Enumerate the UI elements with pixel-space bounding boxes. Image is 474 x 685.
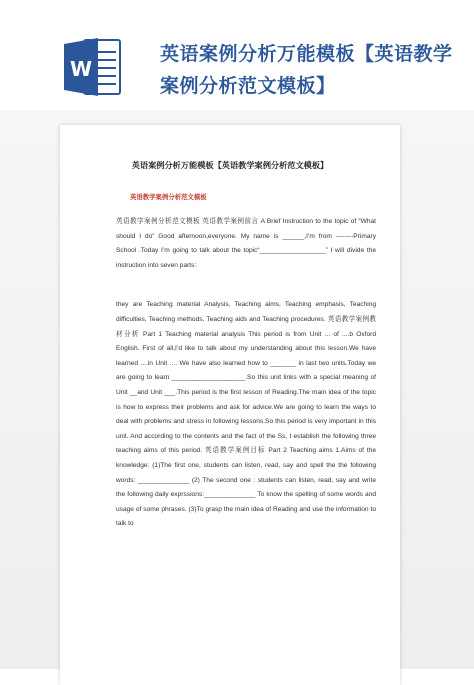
document-title: 英语案例分析万能模板【英语教学案例分析范文模板】 [131, 160, 329, 170]
document-subtitle: 英语教学案例分析范文模板 [130, 193, 207, 201]
header-banner [0, 0, 474, 125]
body-paragraph-2: they are Teaching material Analysis, Teaching aims, Teaching emphasis, Teaching difficulties, Teaching methods, Teaching aids and Teaching procedures. 英语教学案例教材分析 Part 1 Teaching material analysis This period is from Unit ... of ....b Oxford English. First of all,I’d like to talk about my understanding about this lesson.We have learned ....in Unit .... We have also learned how to _______ in last two units.Today we are going to learn ____________________.So this unit links with a special meaning of Unit __and Unit ___.This period is the first lesson of Reading.The main idea of the topic is how to express their problems and ask for advice.We are going to learn the ways to deal with problems and stress in following lessons.So this period is very important in this unit. And according to the contents and the fact of the Ss, I establish the following three teaching aims of this period. 英语教学案例目标 Part 2 Teaching aims 1.Aims of the knowledge: (1)The first one, students can listen, read, say and spell the the following words: ______________ (2) The second one : students can listen, read, say and write the following daily exprssions:______________ To know the spelling of some words and usage of some phrases. (3)To grasp the main idea of Reading and use the information to talk to [116, 301, 376, 528]
svg-text:W: W [69, 57, 93, 81]
document-body [116, 215, 376, 532]
page-title: 英语案例分析万能模板【英语教学案例分析范文模板】 [160, 43, 453, 97]
document-page [60, 125, 400, 685]
body-paragraph-1: 英语教学案例分析范文模板 英语教学案例前言 A Brief Instruction to the topic of “What should I do” Good afternoon,everyone. My name is ______,I’m from --------Primary School .Today I’m going to talk about the topic“__________________” I will divide the instruction into seven parts： [116, 218, 376, 269]
word-document-icon [62, 36, 122, 98]
paragraph-spacer [116, 273, 376, 298]
